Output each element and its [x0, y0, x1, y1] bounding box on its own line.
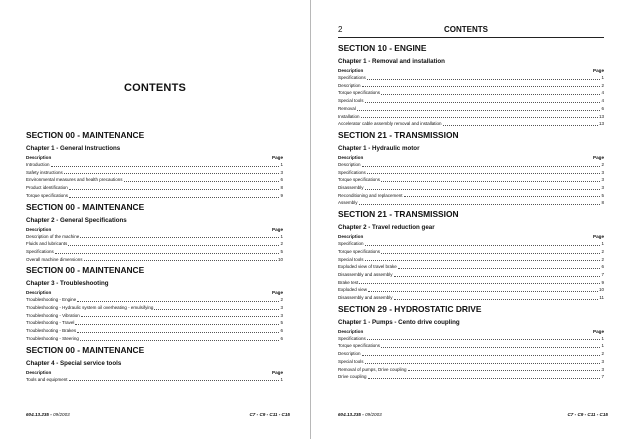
- dot-leader: [80, 339, 280, 341]
- entry-page: 3: [601, 358, 604, 364]
- dot-leader: [68, 244, 279, 246]
- dot-leader: [77, 300, 279, 302]
- entry-label: Torque specifications: [338, 343, 381, 349]
- toc-entry[interactable]: [338, 342, 604, 350]
- dot-leader: [80, 236, 279, 238]
- entry-page: 1: [601, 241, 604, 247]
- dot-leader: [365, 362, 601, 364]
- entry-page: 7: [601, 271, 604, 277]
- entry-page: 13: [598, 121, 604, 127]
- entry-page: 3: [601, 169, 604, 175]
- section-title: SECTION 21 - TRANSMISSION: [338, 209, 459, 220]
- entry-label: Special tools: [338, 98, 364, 104]
- dot-leader: [404, 195, 601, 197]
- dot-leader: [81, 315, 280, 317]
- toc-entry[interactable]: [26, 161, 283, 169]
- dot-leader: [51, 165, 280, 167]
- toc-entry[interactable]: [338, 97, 604, 105]
- toc-entry[interactable]: [338, 286, 604, 294]
- dot-leader: [394, 275, 601, 277]
- entry-label: Assembly: [338, 200, 358, 206]
- column-header: [26, 289, 283, 296]
- entry-label: Environmental measures and health precautions: [26, 177, 123, 183]
- entry-label: Torque specifications: [26, 192, 69, 198]
- entry-label: Troubleshooting - Travel: [26, 320, 75, 326]
- entry-page: 3: [280, 312, 283, 318]
- entry-page: 7: [601, 374, 604, 380]
- toc-entry[interactable]: [26, 327, 283, 335]
- dot-leader: [367, 172, 601, 174]
- dot-leader: [365, 101, 601, 103]
- dot-leader: [359, 203, 601, 205]
- entry-page: 6: [280, 177, 283, 183]
- description-header: Description: [26, 226, 52, 232]
- description-header: Description: [338, 328, 364, 334]
- entry-label: Tools and equipment: [26, 376, 68, 382]
- dot-leader: [154, 308, 279, 310]
- toc-entry[interactable]: [338, 82, 604, 90]
- entry-label: Specifications: [338, 169, 366, 175]
- toc-entry[interactable]: [338, 192, 604, 200]
- entry-page: 2: [601, 248, 604, 254]
- footer-date: 09/2003: [365, 412, 382, 417]
- entry-page: 8: [601, 200, 604, 206]
- entry-page: 1: [280, 376, 283, 382]
- page-header-label: Page: [593, 234, 604, 240]
- description-header: Description: [26, 369, 52, 375]
- dot-leader: [124, 180, 280, 182]
- chapter-title: Chapter 2 - Travel reduction gear: [338, 224, 435, 232]
- dot-leader: [381, 180, 600, 182]
- entry-label: Special tools: [338, 358, 364, 364]
- entry-label: Exploded view: [338, 287, 368, 293]
- dot-leader: [367, 338, 601, 340]
- column-header: [338, 233, 604, 240]
- chapter-title: Chapter 3 - Troubleshooting: [26, 280, 109, 288]
- right-page: [311, 0, 620, 439]
- entry-label: Special tools: [338, 256, 364, 262]
- toc-entry[interactable]: [26, 240, 283, 248]
- toc-entry[interactable]: [338, 294, 604, 302]
- entry-label: Specifications: [338, 75, 366, 80]
- dot-leader: [381, 346, 600, 348]
- page-header-label: Page: [593, 154, 604, 160]
- toc-entry[interactable]: [338, 240, 604, 248]
- toc-entry[interactable]: [338, 256, 604, 264]
- description-header: Description: [26, 155, 52, 160]
- entry-page: 1: [601, 75, 604, 80]
- toc-entry[interactable]: [26, 296, 283, 304]
- dot-leader: [368, 377, 601, 379]
- entry-label: Troubleshooting - Vibration: [26, 312, 80, 318]
- entry-label: Torque specifications: [338, 177, 381, 183]
- toc-entry[interactable]: [26, 233, 283, 241]
- entry-label: Disassembly and assembly: [338, 271, 393, 277]
- toc-section: [26, 202, 283, 264]
- toc-entry[interactable]: [338, 184, 604, 192]
- column-header: [338, 154, 604, 161]
- entry-label: Troubleshooting - Brakes: [26, 328, 77, 334]
- dot-leader: [64, 172, 280, 174]
- entry-label: Description of the machine: [26, 233, 80, 239]
- entry-page: 5: [280, 320, 283, 326]
- entry-page: 9: [601, 279, 604, 285]
- dot-leader: [77, 331, 279, 333]
- dot-leader: [55, 252, 280, 254]
- dot-leader: [408, 369, 601, 371]
- toc-section: [338, 209, 604, 302]
- footer-doc-id: 604.13.235 -: [338, 412, 364, 417]
- entry-page: 6: [280, 335, 283, 341]
- entry-page: 5: [601, 192, 604, 198]
- footer-doc-number: [26, 412, 70, 417]
- entry-label: Troubleshooting - Hydraulic system oil overheating - emulsifying: [26, 305, 154, 311]
- dot-leader: [398, 267, 601, 269]
- page-header-label: Page: [272, 369, 283, 375]
- dot-leader: [443, 124, 598, 126]
- entry-page: 11: [599, 295, 604, 301]
- toc-section: [338, 304, 604, 381]
- page-header-label: Page: [593, 328, 604, 334]
- entry-page: 2: [601, 82, 604, 88]
- toc-section: [338, 130, 604, 207]
- entry-label: Reconditioning and replacement: [338, 192, 403, 198]
- footer-models: C7 - C9 - C11 - C15: [249, 412, 290, 417]
- page-header-label: Page: [272, 155, 283, 160]
- entry-label: Removal of pumps, Drive coupling: [338, 366, 407, 372]
- section-title: SECTION 00 - MAINTENANCE: [26, 344, 145, 355]
- toc-entry[interactable]: [338, 120, 604, 128]
- column-header: [338, 67, 604, 74]
- entry-label: Safety instructions: [26, 169, 63, 175]
- entry-page: 4: [601, 98, 604, 104]
- toc-section: [26, 130, 283, 200]
- description-header: Description: [338, 234, 364, 240]
- toc-section: [26, 345, 283, 384]
- entry-label: Torque specifications: [338, 90, 381, 96]
- entry-label: Introduction: [26, 162, 50, 167]
- dot-leader: [75, 323, 279, 325]
- toc-entry[interactable]: [338, 161, 604, 169]
- right-toc: [338, 41, 604, 382]
- toc-entry[interactable]: [338, 169, 604, 177]
- page-number: 2: [338, 25, 343, 34]
- entry-label: Drive coupling: [338, 374, 367, 380]
- entry-page: 6: [601, 264, 604, 270]
- entry-page: 4: [601, 90, 604, 96]
- entry-page: 3: [601, 185, 604, 191]
- toc-entry[interactable]: [338, 350, 604, 358]
- dot-leader: [69, 379, 280, 381]
- column-header: [26, 226, 283, 233]
- entry-label: Fluids and lubricants: [26, 241, 68, 247]
- toc-section: [26, 265, 283, 342]
- toc-entry[interactable]: [338, 373, 604, 381]
- toc-entry[interactable]: [338, 271, 604, 279]
- page-header-label: Page: [593, 68, 604, 73]
- dot-leader: [362, 85, 601, 87]
- entry-page: 6: [601, 105, 604, 111]
- dot-leader: [367, 78, 601, 80]
- toc-entry[interactable]: [338, 105, 604, 113]
- footer-doc-number: [338, 412, 382, 417]
- chapter-title: Chapter 2 - General Specifications: [26, 216, 127, 224]
- dot-leader: [357, 109, 601, 111]
- toc-entry[interactable]: [338, 74, 604, 82]
- entry-page: 5: [280, 248, 283, 254]
- column-header: [26, 154, 283, 161]
- entry-page: 3: [280, 169, 283, 175]
- chapter-title: Chapter 1 - General Instructions: [26, 145, 121, 152]
- entry-page: 3: [280, 305, 283, 311]
- page-header: [338, 27, 604, 38]
- contents-title: CONTENTS: [123, 82, 187, 94]
- description-header: Description: [338, 154, 364, 160]
- entry-page: 1: [601, 335, 604, 341]
- entry-label: Specifications: [26, 248, 54, 254]
- entry-page: 1: [280, 233, 283, 239]
- chapter-title: Chapter 1 - Removal and installation: [338, 58, 445, 65]
- page-header-label: Page: [272, 226, 283, 232]
- entry-page: 2: [601, 161, 604, 167]
- toc-entry[interactable]: [338, 279, 604, 287]
- dot-leader: [381, 252, 600, 254]
- entry-label: Troubleshooting - Engine: [26, 297, 77, 303]
- dot-leader: [362, 165, 601, 167]
- entry-page: 2: [280, 297, 283, 303]
- entry-page: 10: [598, 287, 604, 293]
- entry-label: Torque specifications: [338, 248, 381, 254]
- dot-leader: [69, 188, 280, 190]
- toc-entry[interactable]: [26, 319, 283, 327]
- dot-leader: [84, 259, 277, 261]
- entry-label: Overall machine dimensions: [26, 256, 83, 262]
- toc-entry[interactable]: [338, 89, 604, 97]
- section-title: SECTION 00 - MAINTENANCE: [26, 201, 145, 212]
- entry-page: 6: [280, 328, 283, 334]
- page-header-label: Page: [272, 290, 283, 296]
- toc-entry[interactable]: [26, 256, 283, 264]
- dot-leader: [394, 298, 599, 300]
- entry-page: 1: [280, 162, 283, 167]
- column-header: [338, 328, 604, 335]
- entry-label: Description: [338, 351, 361, 357]
- dot-leader: [69, 196, 279, 198]
- dot-leader: [365, 244, 601, 246]
- dot-leader: [368, 290, 598, 292]
- entry-label: Product identification: [26, 185, 68, 191]
- section-title: SECTION 29 - HYDROSTATIC DRIVE: [338, 303, 482, 314]
- toc-entry[interactable]: [338, 366, 604, 374]
- dot-leader: [381, 93, 600, 95]
- column-header: [26, 369, 283, 376]
- entry-page: 3: [601, 177, 604, 183]
- toc-entry[interactable]: [26, 248, 283, 256]
- entry-label: Description: [338, 161, 361, 167]
- dot-leader: [365, 188, 601, 190]
- entry-label: Installation: [338, 113, 360, 119]
- entry-label: Exploded view of travel brake: [338, 264, 397, 270]
- chapter-title: Chapter 1 - Hydraulic motor: [338, 144, 420, 152]
- toc-entry[interactable]: [26, 176, 283, 184]
- toc-entry[interactable]: [26, 184, 283, 192]
- entry-page: 9: [280, 192, 283, 198]
- footer-date: 09/2003: [53, 412, 70, 417]
- entry-label: Description: [338, 82, 361, 88]
- section-title: SECTION 00 - MAINTENANCE: [26, 265, 145, 276]
- entry-page: 1: [601, 343, 604, 349]
- toc-entry[interactable]: [338, 358, 604, 366]
- dot-leader: [359, 282, 600, 284]
- entry-page: 13: [598, 113, 604, 119]
- entry-page: 2: [280, 241, 283, 247]
- entry-page: 2: [601, 256, 604, 262]
- dot-leader: [361, 116, 598, 118]
- entry-label: Brake test: [338, 279, 359, 285]
- toc-entry[interactable]: [338, 176, 604, 184]
- toc-section: [338, 43, 604, 128]
- entry-page: 3: [601, 366, 604, 372]
- toc-entry[interactable]: [26, 169, 283, 177]
- toc-entry[interactable]: [338, 335, 604, 343]
- entry-label: Disassembly and assembly: [338, 295, 393, 301]
- toc-entry[interactable]: [26, 192, 283, 200]
- toc-entry[interactable]: [338, 248, 604, 256]
- toc-entry[interactable]: [338, 113, 604, 121]
- section-title: SECTION 10 - ENGINE: [338, 43, 427, 53]
- footer-doc-id: 604.13.235 -: [26, 412, 52, 417]
- entry-label: Removal: [338, 105, 356, 111]
- toc-entry[interactable]: [26, 376, 283, 384]
- footer-models: C7 - C9 - C11 - C15: [567, 412, 608, 417]
- toc-entry[interactable]: [26, 304, 283, 312]
- entry-label: Accelerator cable assembly removal and installation: [338, 121, 442, 127]
- entry-label: Specifications: [338, 335, 366, 341]
- dot-leader: [365, 259, 601, 261]
- section-title: SECTION 21 - TRANSMISSION: [338, 129, 459, 140]
- toc-entry[interactable]: [338, 199, 604, 207]
- entry-label: Disassembly: [338, 185, 364, 191]
- chapter-title: Chapter 4 - Special service tools: [26, 359, 122, 367]
- entry-page: 2: [601, 351, 604, 357]
- toc-entry[interactable]: [338, 263, 604, 271]
- toc-entry[interactable]: [26, 312, 283, 320]
- entry-page: 10: [277, 256, 283, 262]
- left-toc: [26, 128, 283, 384]
- header-title: CONTENTS: [444, 25, 488, 34]
- toc-entry[interactable]: [26, 335, 283, 343]
- section-title: SECTION 00 - MAINTENANCE: [26, 130, 145, 140]
- chapter-title: Chapter 1 - Pumps - Cento drive coupling: [338, 318, 460, 326]
- entry-label: Troubleshooting - Steering: [26, 335, 79, 341]
- description-header: Description: [26, 290, 52, 296]
- entry-page: 8: [280, 185, 283, 191]
- entry-label: Specification: [338, 241, 364, 247]
- dot-leader: [362, 354, 601, 356]
- description-header: Description: [338, 68, 364, 73]
